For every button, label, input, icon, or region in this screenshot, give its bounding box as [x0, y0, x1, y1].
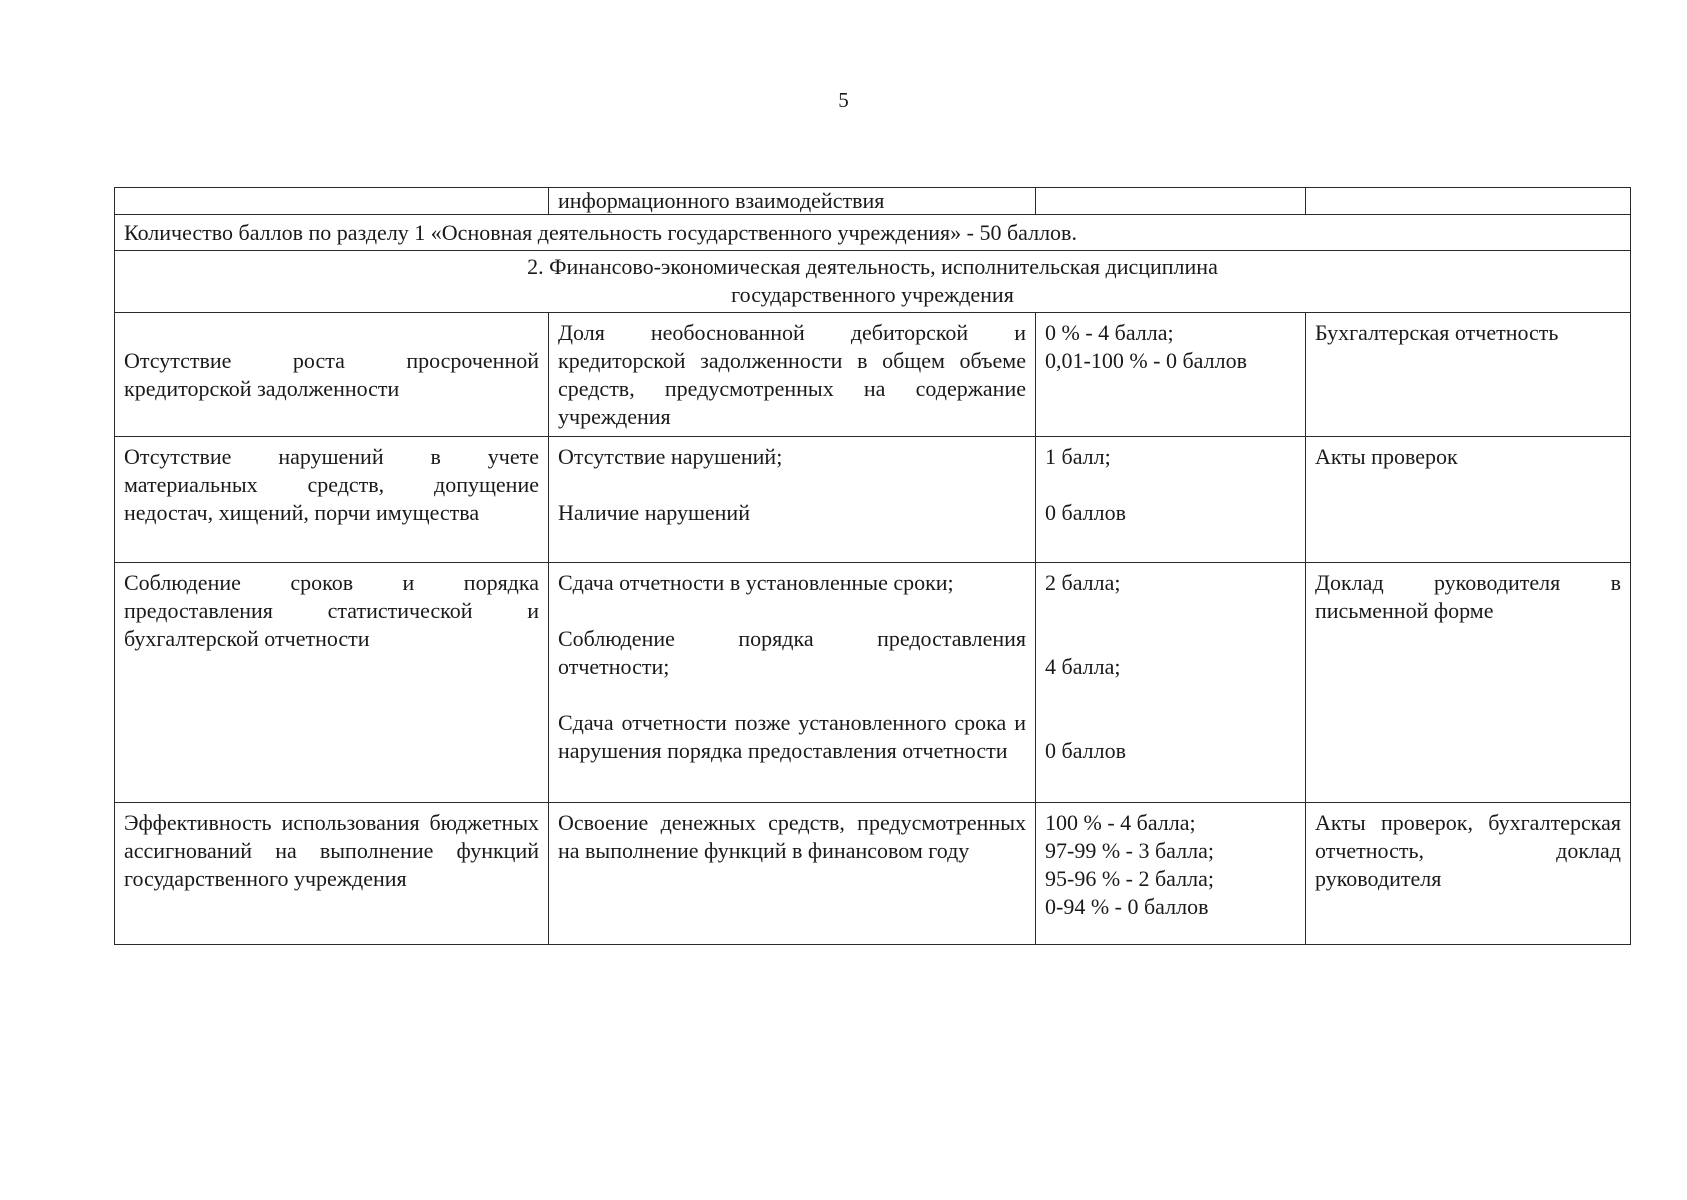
indicator-text: Освоение денежных средств, предусмотренных на выполнение функций в финансовом году: [558, 810, 1026, 863]
score-text: 0 баллов: [1045, 500, 1126, 525]
indicator-cell: [549, 563, 1036, 803]
score-text: 0 баллов: [1045, 738, 1126, 763]
section2-title-row: [115, 251, 1631, 313]
criteria-table: [114, 187, 1631, 945]
table-row: [115, 563, 1631, 803]
criterion-text: Отсутствие нарушений в учете материальных средств, допущение недостач, хищений, порчи имущества: [124, 444, 539, 525]
source-cell: [1306, 803, 1631, 945]
indicator-text: Соблюдение порядка предоставления отчетности;: [558, 626, 1026, 679]
indicator-text: Отсутствие нарушений;: [558, 444, 783, 469]
source-text: Бухгалтерская отчетность: [1315, 320, 1559, 345]
indicator-text: Сдача отчетности позже установленного срока и нарушения порядка предоставления отчетности: [558, 710, 1026, 763]
indicator-cell: [549, 803, 1036, 945]
criterion-text: Соблюдение сроков и порядка предоставления статистической и бухгалтерской отчетности: [124, 570, 539, 651]
criterion-cell: [115, 437, 549, 563]
score-text: 0,01-100 % - 0 баллов: [1045, 348, 1247, 373]
continuation-row: [115, 188, 1631, 215]
indicator-text: Наличие нарушений: [558, 500, 750, 525]
table-row: [115, 803, 1631, 945]
section1-total: Количество баллов по разделу 1 «Основная деятельность государственного учреждения» - 50 баллов.: [115, 215, 1631, 251]
source-cell: [1306, 313, 1631, 437]
criterion-cell: [115, 803, 549, 945]
score-cell: [1036, 313, 1306, 437]
section1-total-row: [115, 215, 1631, 251]
score-text: 1 балл;: [1045, 444, 1111, 469]
section2-title-line1: 2. Финансово-экономическая деятельность, исполнительская дисциплина: [527, 254, 1218, 279]
score-text: 2 балла;: [1045, 570, 1121, 595]
score-cell: [1036, 803, 1306, 945]
continuation-criterion-cell: [115, 188, 549, 215]
score-cell: [1036, 437, 1306, 563]
indicator-text: Доля необоснованной дебиторской и кредиторской задолженности в общем объеме средств, предусмотренных на содержание учреждения: [558, 320, 1026, 429]
score-text: 95-96 % - 2 балла;: [1045, 866, 1214, 891]
criterion-cell: [115, 313, 549, 437]
indicator-cell: [549, 437, 1036, 563]
source-text: Доклад руководителя в письменной форме: [1315, 570, 1621, 623]
score-text: 0 % - 4 балла;: [1045, 320, 1174, 345]
continuation-indicator-cell: информационного взаимодействия: [549, 188, 1036, 215]
source-text: Акты проверок: [1315, 444, 1458, 469]
indicator-text: Сдача отчетности в установленные сроки;: [558, 570, 954, 595]
criterion-text: Эффективность использования бюджетных ассигнований на выполнение функций государственного учреждения: [124, 810, 539, 891]
section2-title: [115, 251, 1631, 313]
indicator-cell: [549, 313, 1036, 437]
criterion-cell: [115, 563, 549, 803]
table-row: [115, 313, 1631, 437]
score-text: 4 балла;: [1045, 654, 1121, 679]
source-cell: [1306, 563, 1631, 803]
score-cell: [1036, 563, 1306, 803]
continuation-source-cell: [1306, 188, 1631, 215]
score-text: 97-99 % - 3 балла;: [1045, 838, 1214, 863]
criterion-text: Отсутствие роста просроченной кредиторской задолженности: [124, 348, 539, 401]
table-row: [115, 437, 1631, 563]
source-text: Акты проверок, бухгалтерская отчетность, доклад руководителя: [1315, 810, 1621, 891]
page-number: 5: [838, 88, 849, 112]
section2-title-line2: государственного учреждения: [731, 282, 1014, 307]
source-cell: [1306, 437, 1631, 563]
continuation-score-cell: [1036, 188, 1306, 215]
score-text: 100 % - 4 балла;: [1045, 810, 1196, 835]
score-text: 0-94 % - 0 баллов: [1045, 894, 1209, 919]
